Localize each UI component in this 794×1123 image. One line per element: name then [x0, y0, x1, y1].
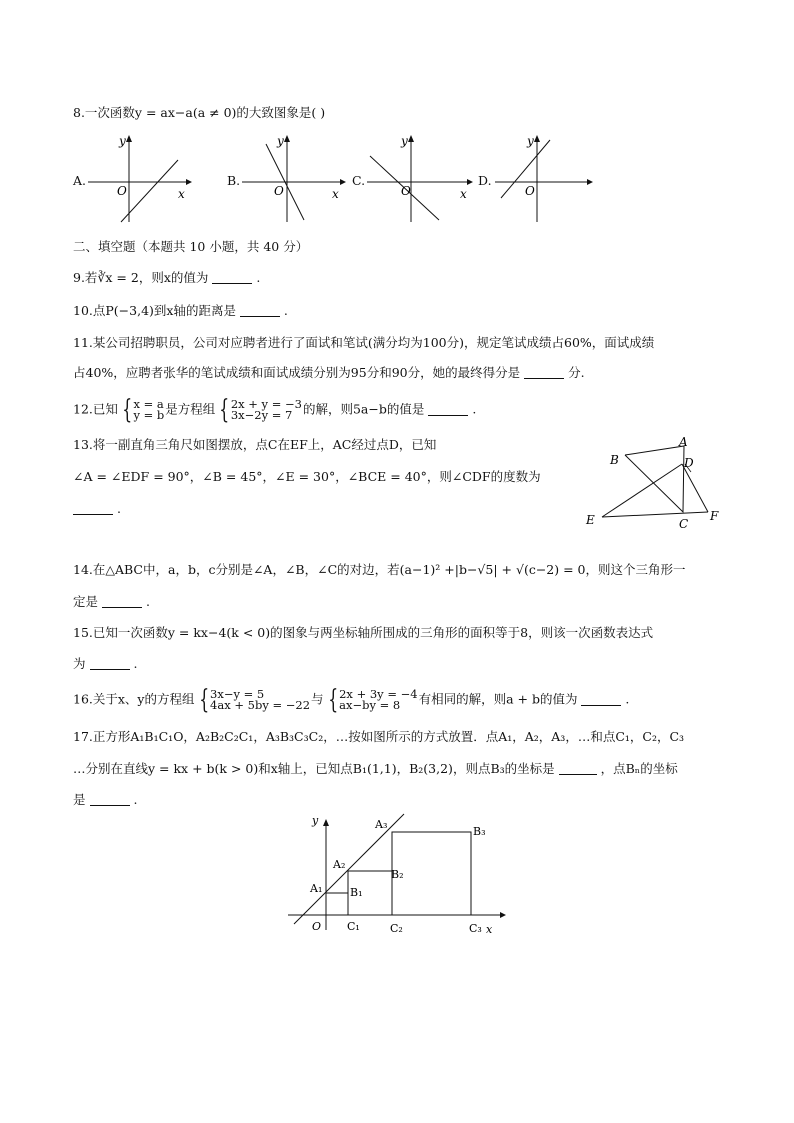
label-a1: A₁	[310, 882, 323, 895]
x-label: x	[178, 187, 185, 201]
y-arrow-icon	[534, 135, 540, 142]
label-c1: C₁	[347, 920, 360, 933]
square-3	[392, 832, 471, 915]
q17-text-c: 是	[73, 792, 86, 807]
q14-answer-blank[interactable]	[102, 594, 142, 608]
q12-sol-row-2: y = b	[133, 408, 165, 422]
q8-graph-d	[493, 132, 597, 224]
square-1	[326, 893, 348, 915]
q10-text: 10.点P(−3,4)到x轴的距离是	[73, 303, 236, 318]
label-c2: C₂	[390, 922, 403, 935]
q8-option-b-label: B.	[227, 173, 241, 188]
q12-end: .	[472, 401, 477, 417]
x-arrow-icon	[340, 179, 346, 185]
question-10	[73, 302, 288, 320]
q17-text-a: …分别在直线y = kx + b(k > 0)和x轴上，已知点B₁(1,1)，B₂(3,2)，则点B₃的坐标是	[73, 761, 555, 776]
x-arrow-icon	[467, 179, 473, 185]
origin-label: O	[274, 184, 284, 198]
q17-line-1: 17.正方形A₁B₁C₁O，A₂B₂C₂C₁，A₃B₃C₃C₂，…按如图所示的方式放置．点A₁，A₂，A₃，…和点C₁，C₂，C₃	[73, 729, 685, 744]
q12-answer-blank[interactable]	[428, 402, 468, 416]
line-y-kx-b	[294, 814, 404, 924]
q13-line-2: ∠A = ∠EDF = 90°，∠B = 45°，∠E = 30°，∠BCE = 40°，则∠CDF的度数为	[73, 469, 541, 484]
q9-text: 9.若∛x = 2，则x的值为	[73, 270, 209, 285]
label-x: x	[486, 923, 493, 936]
question-9	[73, 269, 260, 287]
q14-text: 定是	[73, 594, 99, 609]
q15-answer-blank[interactable]	[90, 656, 130, 670]
q16-system-1: { 3x−y = 5 4ax + 5by = −22	[198, 685, 311, 715]
q12-solution-system: { x = a y = b	[122, 395, 165, 425]
q14-line-1: 14.在△ABC中，a，b，c分别是∠A，∠B，∠C的对边，若(a−1)² +|b−√5| + √(c−2) = 0，则这个三角形一	[73, 562, 686, 577]
q12-equation-system: { 2x + y = −3 3x−2y = 7	[219, 395, 302, 425]
q17-line-3	[73, 791, 137, 809]
q15-line-1: 15.已知一次函数y = kx−4(k < 0)的图象与两坐标轴所围成的三角形的面积等于8，则该一次函数表达式	[73, 625, 654, 640]
section-heading: 二、填空题（本题共 10 小题，共 40 分）	[73, 239, 309, 254]
question-12	[73, 395, 477, 425]
q16-answer-blank[interactable]	[581, 692, 621, 706]
question-16	[73, 685, 630, 715]
y-arrow-icon	[284, 135, 290, 142]
label-b2: B₂	[391, 868, 404, 881]
q12-pre: 12.已知	[73, 401, 118, 417]
q13-line-3	[73, 500, 121, 518]
label-b: B	[610, 453, 619, 467]
q9-answer-blank[interactable]	[212, 270, 252, 284]
q16-eq-row-2: 4ax + 5by = −22	[210, 698, 311, 712]
q15-text: 为	[73, 656, 86, 671]
label-a3: A₃	[375, 818, 388, 831]
q8-graph-a	[86, 132, 196, 224]
origin-label: O	[401, 184, 411, 198]
q8-option-c-label: C.	[352, 173, 366, 188]
function-line	[121, 160, 178, 222]
q15-end: .	[133, 656, 138, 671]
origin-label: O	[117, 184, 127, 198]
x-arrow-icon	[587, 179, 593, 185]
label-e: E	[586, 513, 595, 527]
q17-text-b: ，点Bₙ的坐标	[600, 761, 678, 776]
q17-answer-blank-2[interactable]	[90, 792, 130, 806]
y-arrow-icon	[408, 135, 414, 142]
line-df	[682, 464, 708, 512]
triangle-abc	[625, 446, 684, 512]
q12-sol-row-1: x = a	[133, 397, 164, 411]
x-arrow-icon	[186, 179, 192, 185]
label-o: O	[312, 920, 322, 933]
q8-graph-c	[365, 132, 477, 224]
q16-end: .	[625, 691, 630, 707]
y-arrow-icon	[126, 135, 132, 142]
y-label: y	[401, 134, 408, 148]
q11-text: 占40%，应聘者张华的笔试成绩和面试成绩分别为95分和90分，她的最终得分是	[73, 365, 521, 380]
q12-eq-row-1: 2x + y = −3	[230, 397, 302, 411]
label-b3: B₃	[473, 825, 486, 838]
q17-end: .	[133, 792, 138, 807]
q16-post: 有相同的解，则a + b的值为	[418, 691, 578, 707]
label-a: A	[679, 435, 688, 449]
label-c3: C₃	[469, 922, 482, 935]
q12-eq-row-2: 3x−2y = 7	[230, 408, 293, 422]
y-label: y	[119, 134, 126, 148]
y-label: y	[527, 134, 534, 148]
q10-answer-blank[interactable]	[240, 303, 280, 317]
q10-end: .	[283, 303, 288, 318]
q8-graph-b	[240, 132, 350, 224]
q14-line-2	[73, 593, 150, 611]
q11-line-1: 11.某公司招聘职员，公司对应聘者进行了面试和笔试(满分均为100分)，规定笔试成绩占60%，面试成绩	[73, 335, 655, 350]
q16-eq-row-4: ax−by = 8	[339, 698, 401, 712]
q11-end: 分.	[568, 365, 585, 380]
q16-system-2: { 2x + 3y = −4 ax−by = 8	[327, 685, 418, 715]
q16-eq-row-3: 2x + 3y = −4	[339, 687, 418, 701]
q17-line-2	[73, 760, 678, 778]
q13-end: .	[116, 501, 121, 516]
label-a2: A₂	[333, 858, 346, 871]
q17-squares-figure	[286, 812, 516, 940]
origin-label: O	[525, 184, 535, 198]
line-ef	[602, 512, 708, 517]
q16-eq-row-1: 3x−y = 5	[210, 687, 265, 701]
q11-line-2	[73, 364, 585, 382]
q11-answer-blank[interactable]	[524, 365, 564, 379]
label-b1: B₁	[350, 886, 363, 899]
q16-mid: 与	[311, 691, 324, 707]
x-label: x	[332, 187, 339, 201]
q15-line-2	[73, 655, 137, 673]
q9-end: .	[256, 270, 261, 285]
label-f: F	[710, 509, 719, 523]
y-label: y	[277, 134, 284, 148]
q12-mid: 是方程组	[165, 401, 216, 417]
x-label: x	[460, 187, 467, 201]
y-arrow-icon	[323, 819, 329, 826]
x-arrow-icon	[500, 912, 506, 918]
q13-answer-blank[interactable]	[73, 501, 113, 515]
q8-option-d-label: D.	[478, 173, 492, 188]
q17-answer-blank-1[interactable]	[559, 761, 597, 775]
q12-post: 的解，则5a−b的值是	[302, 401, 425, 417]
q14-end: .	[145, 594, 150, 609]
label-d: D	[684, 456, 694, 470]
q13-triangle-figure	[582, 432, 724, 532]
label-y: y	[312, 814, 319, 827]
q8-option-a-label: A.	[73, 173, 87, 188]
q13-line-1: 13.将一副直角三角尺如图摆放，点C在EF上，AC经过点D，已知	[73, 437, 437, 452]
q16-pre: 16.关于x、y的方程组	[73, 691, 195, 707]
q8-stem: 8.一次函数y = ax−a(a ≠ 0)的大致图象是( )	[73, 105, 326, 120]
label-c: C	[679, 517, 689, 531]
